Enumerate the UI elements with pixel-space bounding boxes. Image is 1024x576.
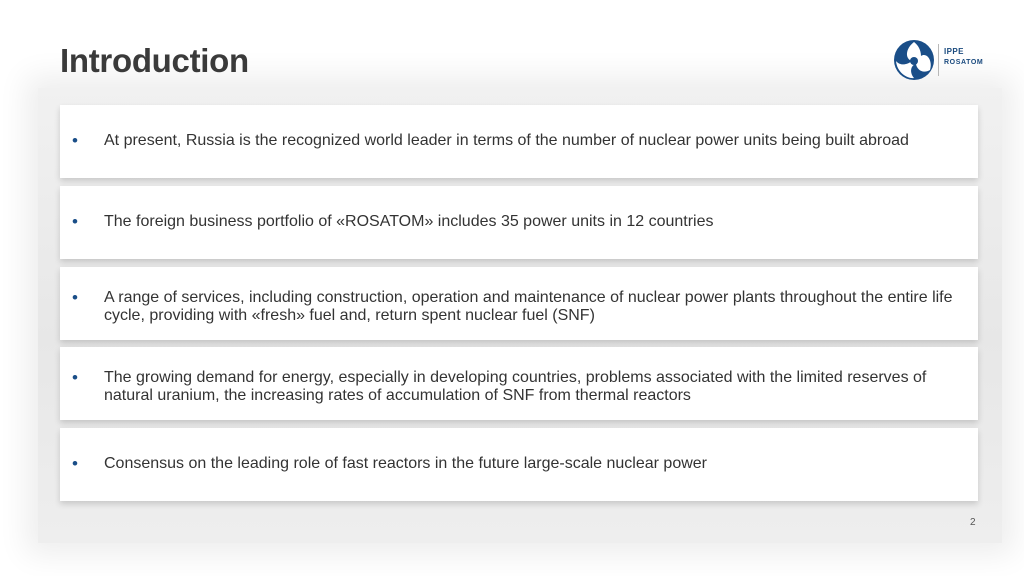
page-title: Introduction	[60, 42, 249, 79]
bullet-dot: •	[72, 454, 78, 473]
bullet-dot: •	[72, 212, 78, 231]
bullet-dot: •	[72, 288, 78, 307]
logo-ippe-text: IPPE	[944, 47, 964, 56]
bullet-text: A range of services, including construction, operation and maintenance of nuclear power plants throughout the entire life cycle, providing with «fresh» fuel and, return spent nuclear fuel (SNF)	[104, 289, 953, 324]
rosatom-logo	[893, 38, 988, 82]
bullet-text: At present, Russia is the recognized world leader in terms of the number of nuclear power units being built abroad	[104, 132, 909, 149]
logo-rosatom-text: ROSATOM	[944, 59, 984, 66]
bullet-card	[60, 186, 978, 259]
bullet-text: The growing demand for energy, especially in developing countries, problems associated with the limited reserves of natural uranium, the increasing rates of accumulation of SNF from thermal reactors	[104, 369, 927, 404]
bullet-text: The foreign business portfolio of «ROSATOM» includes 35 power units in 12 countries	[104, 213, 714, 230]
bullet-card	[60, 428, 978, 501]
bullet-dot: •	[72, 368, 78, 387]
bullet-card	[60, 267, 978, 340]
bullet-card	[60, 105, 978, 178]
page-number: 2	[970, 517, 976, 528]
bullet-text: Consensus on the leading role of fast reactors in the future large-scale nuclear power	[104, 455, 708, 472]
bullet-card	[60, 347, 978, 420]
atom-logo-icon	[893, 39, 935, 81]
logo-divider	[938, 44, 939, 76]
bullet-dot: •	[72, 131, 78, 150]
